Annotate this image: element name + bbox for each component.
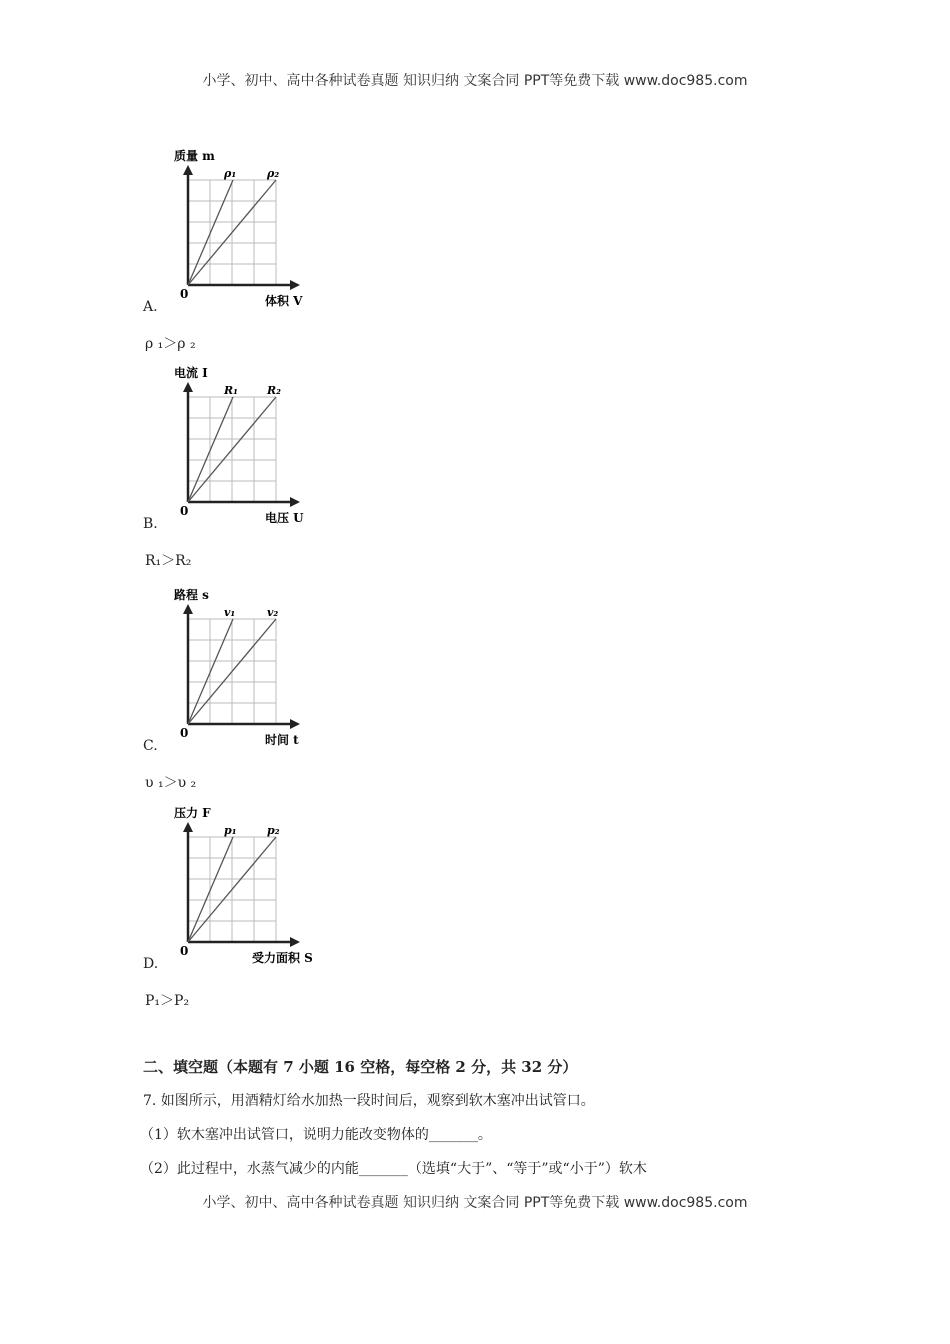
option-letter: B. bbox=[143, 516, 158, 532]
option-letter: D. bbox=[143, 956, 159, 972]
x-axis-label: 受力面积 S bbox=[252, 951, 313, 965]
series-label-2: v₂ bbox=[267, 606, 279, 619]
y-arrow-icon bbox=[183, 822, 193, 832]
x-arrow-icon bbox=[290, 937, 300, 947]
series-label-1: ρ₁ bbox=[224, 167, 237, 180]
page-footer: 小学、初中、高中各种试卷真题 知识归纳 文案合同 PPT等免费下载 www.doc985.com bbox=[202, 1195, 748, 1211]
y-axis-label: 路程 s bbox=[174, 588, 209, 602]
origin-label: 0 bbox=[180, 287, 189, 301]
option-letter: C. bbox=[143, 738, 158, 754]
x-axis-label: 电压 U bbox=[265, 511, 304, 525]
graph-option-a bbox=[150, 145, 350, 310]
option-relation: R₁＞R₂ bbox=[145, 553, 192, 569]
y-arrow-icon bbox=[183, 165, 193, 175]
option-relation: P₁＞P₂ bbox=[145, 993, 190, 1009]
option-relation: ρ ₁＞ρ ₂ bbox=[145, 336, 196, 352]
graph-option-c bbox=[150, 584, 350, 749]
graph-option-b bbox=[150, 362, 350, 527]
y-axis-label: 压力 F bbox=[174, 806, 211, 820]
series-label-2: p₂ bbox=[267, 824, 280, 837]
series-label-1: p₁ bbox=[224, 824, 237, 837]
origin-label: 0 bbox=[180, 726, 189, 740]
option-relation: υ ₁＞υ ₂ bbox=[145, 775, 197, 791]
y-axis-label: 电流 I bbox=[174, 366, 208, 380]
option-letter: A. bbox=[143, 299, 158, 315]
origin-label: 0 bbox=[180, 504, 189, 518]
series-label-1: v₁ bbox=[224, 606, 236, 619]
section-title: 二、填空题（本题有 7 小题 16 空格，每空格 2 分，共 32 分） bbox=[143, 1058, 578, 1076]
x-arrow-icon bbox=[290, 719, 300, 729]
y-arrow-icon bbox=[183, 382, 193, 392]
series-label-2: R₂ bbox=[267, 384, 281, 397]
page-header: 小学、初中、高中各种试卷真题 知识归纳 文案合同 PPT等免费下载 www.doc985.com bbox=[202, 73, 748, 89]
origin-label: 0 bbox=[180, 944, 189, 958]
question-7: 7. 如图所示，用酒精灯给水加热一段时间后，观察到软木塞冲出试管口。 bbox=[143, 1093, 595, 1109]
series-label-1: R₁ bbox=[224, 384, 238, 397]
x-axis-label: 时间 t bbox=[265, 733, 299, 747]
x-arrow-icon bbox=[290, 497, 300, 507]
x-arrow-icon bbox=[290, 280, 300, 290]
question-7-part-1: （1）软木塞冲出试管口，说明力能改变物体的_______。 bbox=[140, 1127, 492, 1143]
series-label-2: ρ₂ bbox=[267, 167, 280, 180]
y-arrow-icon bbox=[183, 604, 193, 614]
x-axis-label: 体积 V bbox=[265, 294, 303, 308]
y-axis-label: 质量 m bbox=[174, 149, 215, 163]
graph-option-d bbox=[150, 802, 350, 967]
question-7-part-2: （2）此过程中，水蒸气减少的内能_______（选填“大于”、“等于”或“小于”）软木 bbox=[140, 1161, 647, 1177]
